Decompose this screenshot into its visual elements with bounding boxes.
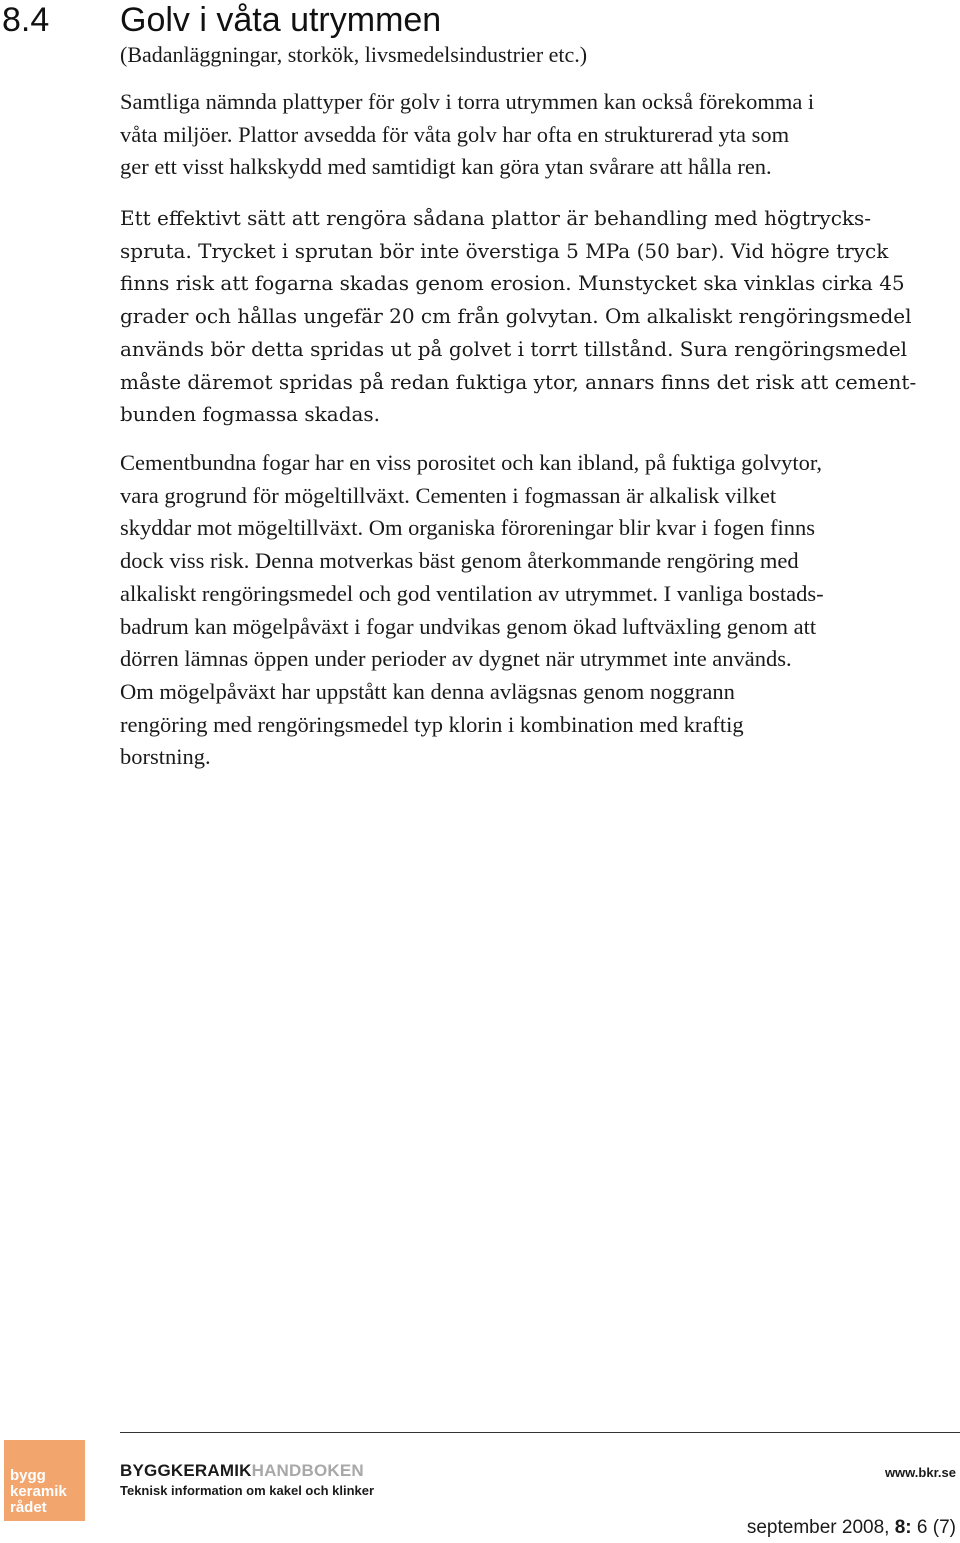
text-line: Cementbundna fogar har en viss porositet och kan ibland, på fuktiga golvytor, [120,450,823,475]
text-line: badrum kan mögelpåväxt i fogar undvikas genom ökad luftväxling genom att [120,613,817,639]
chapter-number: 8: [894,1517,912,1538]
brand-light: HANDBOKEN [251,1461,364,1480]
handbook-tagline: Teknisk information om kakel och klinker [120,1483,375,1498]
text-line: måste däremot spridas på redan fuktiga ytor, annars finns det risk att cement- [120,369,917,394]
text-line: Ett effektivt sätt att rengöra sådana plattor är behandling med högtrycks- [120,206,872,230]
text-line: används bör detta spridas ut på golvet i torrt tillstånd. Sura rengöringsmedel [120,336,908,361]
text-line: dock viss risk. Denna motverkas bäst genom återkommande rengöring med [120,548,799,574]
website-link[interactable]: www.bkr.se [884,1465,956,1480]
text-line: finns risk att fogarna skadas genom erosion. Munstycket ska vinklas cirka 45 [120,271,905,296]
text-line: spruta. Trycket i sprutan bör inte överstiga 5 MPa (50 bar). Vid högre tryck [120,238,889,263]
text-line: Samtliga nämnda plattyper för golv i torra utrymmen kan också förekomma i [120,89,815,114]
page-title: Golv i våta utrymmen [120,1,442,39]
text-line: Om mögelpåväxt har uppstått kan denna avlägsnas genom noggrann [120,678,735,704]
text-line: grader och hållas ungefär 20 cm från golvytan. Om alkaliskt rengöringsmedel [120,304,912,329]
paragraph-intro [120,86,950,184]
page-info [747,1517,956,1539]
text-line: rengöring med rengöringsmedel typ klorin i kombination med kraftig [120,711,744,737]
logo-text: bygg [10,1467,46,1484]
text-line: borstning. [120,744,211,770]
text-line: ger ett visst halkskydd med samtidigt kan göra ytan svårare att hålla ren. [120,154,772,180]
text-line: dörren lämnas öppen under perioder av dygnet när utrymmet inte används. [120,646,792,672]
logo-text: keramik [10,1483,67,1500]
publication-date: september 2008, [746,1517,890,1538]
text-line: skyddar mot mögeltillväxt. Om organiska föroreningar blir kvar i fogen finns [120,515,816,541]
text-line: bunden fogmassa skadas. [120,402,381,427]
footer-divider [120,1432,960,1433]
paragraph-joints [120,447,950,774]
page-subtitle: (Badanläggningar, storkök, livsmedelsindustrier etc.) [120,42,588,67]
page-number: 6 (7) [916,1517,956,1538]
text-line: vara grogrund för mögeltillväxt. Cementen i fogmassan är alkalisk vilket [120,482,777,508]
section-number: 8.4 [2,1,50,39]
paragraph-cleaning [120,202,950,431]
text-line: våta miljöer. Plattor avsedda för våta golv har ofta en strukturerad yta som [120,121,790,147]
brand-bold: BYGGKERAMIK [120,1461,252,1480]
handbook-brand [120,1461,364,1481]
logo-text: rådet [10,1499,47,1516]
text-line: alkaliskt rengöringsmedel och god ventilation av utrymmet. I vanliga bostads- [120,580,824,606]
byggkeramikradet-logo [4,1440,85,1521]
